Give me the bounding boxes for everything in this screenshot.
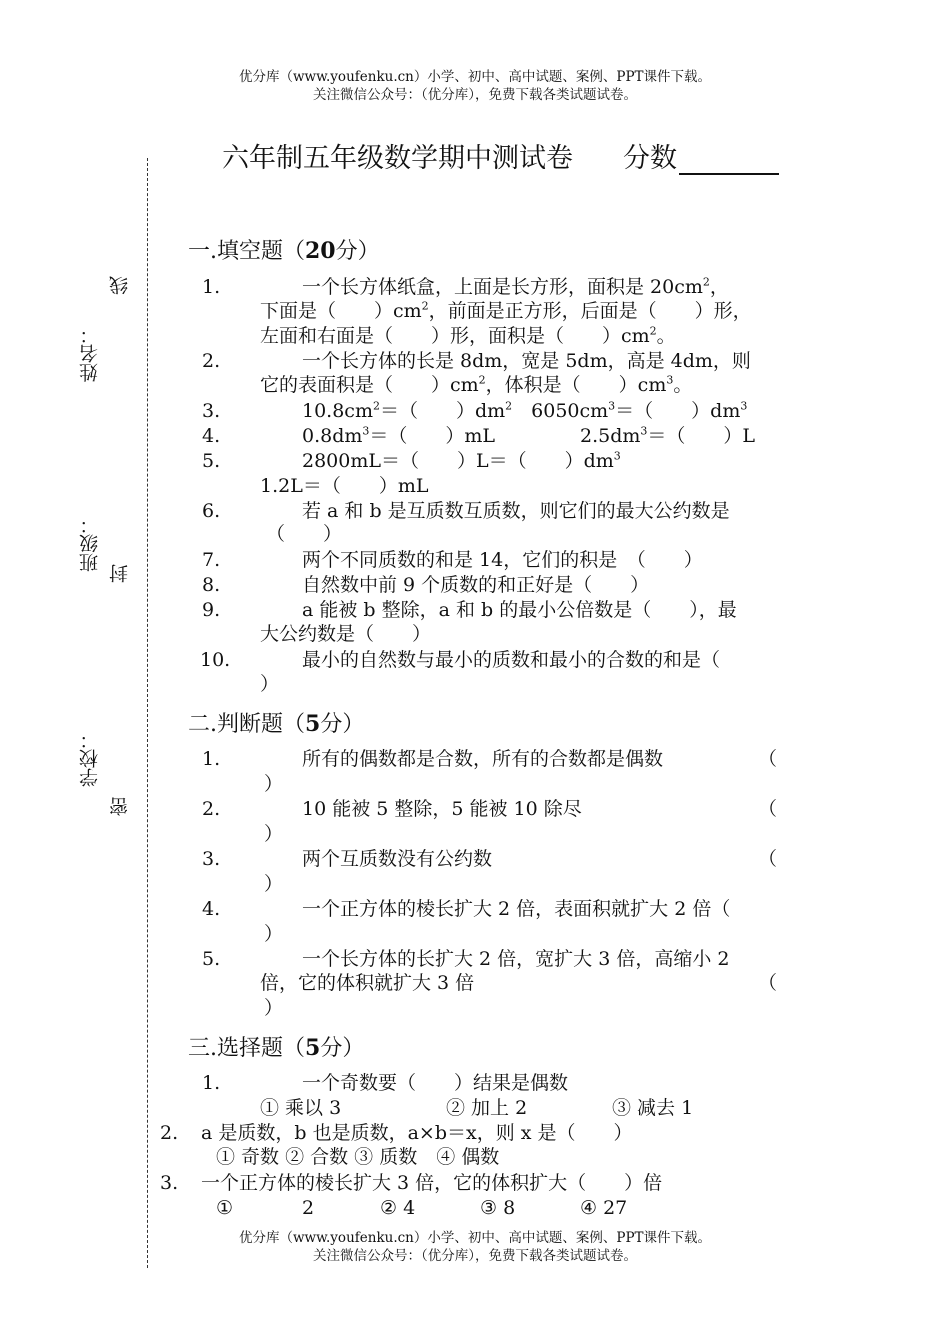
text-line: ）: [264, 873, 284, 895]
text-line: 2.: [160, 1122, 179, 1144]
option: ①: [216, 1197, 234, 1219]
text-line: 10.: [200, 649, 231, 671]
option: ③ 减去 1: [612, 1097, 694, 1119]
binding-dashed-line: [147, 158, 148, 1268]
text-line: 它的表面积是（ ）$cm^2$，体积是（ ）$cm^3$。: [260, 373, 693, 396]
text-line: 2.: [202, 350, 221, 372]
text-line: 两个不同质数的和是 14，它们的积是 （ ）: [302, 549, 703, 571]
text-line: 2.: [202, 798, 221, 820]
text-line: 一个正方体的棱长扩大 3 倍，它的体积扩大（ ）倍: [201, 1172, 663, 1194]
text-line: a 能被 b 整除，a 和 b 的最小公倍数是（ ），最: [302, 599, 737, 621]
option: ③ 8: [480, 1197, 516, 1219]
option: ② 4: [380, 1197, 416, 1219]
text-line: 10 能被 5 整除，5 能被 10 除尽: [302, 798, 582, 820]
text-line: ）: [264, 773, 284, 795]
text-line: 3.: [202, 400, 221, 422]
option: ④ 27: [580, 1197, 628, 1219]
text-line: 3.: [160, 1172, 179, 1194]
text-line: 5.: [202, 450, 221, 472]
section-1-heading: 一.填空题（20分）: [188, 238, 380, 264]
option: ① 奇数 ② 合数 ③ 质数 ④ 偶数: [216, 1146, 500, 1168]
text-line: （: [758, 748, 778, 770]
class-label: 班级：: [79, 515, 101, 572]
text-line: 1.: [202, 1072, 221, 1094]
seal-char-xian: 线: [109, 276, 131, 295]
text-line: 一个正方体的棱长扩大 2 倍，表面积就扩大 2 倍（: [302, 898, 731, 920]
text-line: （: [758, 848, 778, 870]
text-line: （ ）: [266, 523, 343, 545]
text-line: （: [758, 972, 778, 994]
text-line: 8.: [202, 574, 221, 596]
text-line: 自然数中前 9 个质数的和正好是（ ）: [302, 574, 650, 596]
text-line: 7.: [202, 549, 221, 571]
score-blank: [679, 147, 779, 175]
section-3-heading: 三.选择题（5分）: [188, 1035, 365, 1061]
text-line: $10.8cm^2=$（ ）$dm^2$ $6050cm^3=$（ ）$dm^3$: [302, 399, 748, 422]
score-label: 分数: [623, 143, 677, 174]
text-line: 所有的偶数都是合数，所有的合数都是偶数: [302, 748, 664, 770]
footer-line-1: 优分库（www.youfenku.cn）小学、初中、高中试题、案例、PPT课件下载。: [238, 1230, 712, 1246]
text-line: 2800mL＝（ ）L＝（ ）$dm^3$: [302, 449, 621, 472]
school-label: 学校：: [79, 730, 101, 787]
text-line: ）: [264, 997, 284, 1019]
text-line: 一个长方体的长是 8dm，宽是 5dm，高是 4dm，则: [302, 350, 751, 372]
seal-char-mi: 密: [109, 797, 131, 816]
text-line: ）: [264, 923, 284, 945]
text-line: 5.: [202, 948, 221, 970]
text-line: 一个长方体纸盒，上面是长方形，面积是 $20cm^2$，: [302, 275, 729, 298]
page-title: 六年制五年级数学期中测试卷 分数: [222, 136, 779, 175]
name-label: 姓名：: [79, 325, 101, 382]
header-line-2: 关注微信公众号：（优分库），免费下载各类试题试卷。: [313, 87, 637, 103]
text-line: 大公约数是（ ）: [260, 623, 432, 645]
question-number: 1.: [202, 276, 221, 298]
footer-line-2: 关注微信公众号：（优分库），免费下载各类试题试卷。: [313, 1248, 637, 1264]
text-line: 1.2L＝（ ）mL: [260, 475, 429, 497]
text-line: $0.8dm^3=$（ ）mL: [302, 424, 496, 447]
text-line: a 是质数，b 也是质数，a×b＝x，则 x 是（ ）: [201, 1122, 633, 1144]
text-line: 4.: [202, 898, 221, 920]
text-line: ）: [260, 673, 280, 695]
text-line: 若 a 和 b 是互质数互质数，则它们的最大公约数是: [302, 500, 730, 522]
text-line: $2.5dm^3=$（ ）L: [580, 424, 756, 447]
text-line: 倍，它的体积就扩大 3 倍: [260, 972, 475, 994]
seal-char-feng: 封: [109, 564, 131, 583]
text-line: 一个奇数要（ ）结果是偶数: [302, 1072, 569, 1094]
header-line-1: 优分库（www.youfenku.cn）小学、初中、高中试题、案例、PPT课件下载。: [238, 69, 712, 85]
text-line: 下面是（ ）$cm^2$，前面是正方形，后面是（ ）形，: [260, 299, 752, 322]
text-line: 最小的自然数与最小的质数和最小的合数的和是（: [302, 649, 721, 671]
text-line: ）: [264, 823, 284, 845]
text-line: 左面和右面是（ ）形，面积是（ ）$cm^2$。: [260, 324, 676, 347]
text-line: 6.: [202, 500, 221, 522]
option: 2: [302, 1197, 315, 1219]
text-line: 1.: [202, 748, 221, 770]
text-line: （: [758, 798, 778, 820]
option: ① 乘以 3: [260, 1097, 342, 1119]
text-line: 两个互质数没有公约数: [302, 848, 493, 870]
text-line: 一个长方体的长扩大 2 倍，宽扩大 3 倍，高缩小 2: [302, 948, 730, 970]
option: ② 加上 2: [446, 1097, 528, 1119]
text-line: 9.: [202, 599, 221, 621]
text-line: 3.: [202, 848, 221, 870]
section-2-heading: 二.判断题（5分）: [188, 711, 365, 737]
text-line: 4.: [202, 425, 221, 447]
